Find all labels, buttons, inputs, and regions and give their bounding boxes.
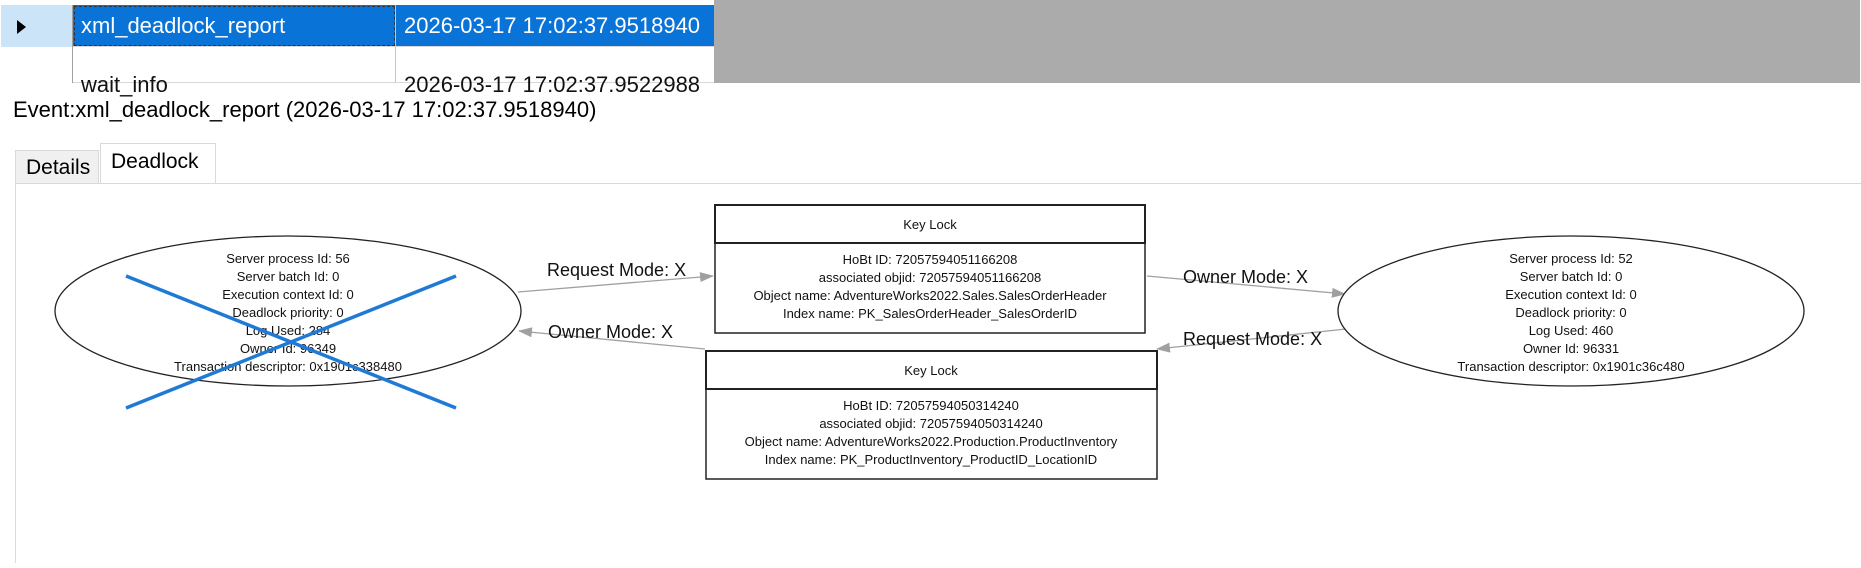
process-line: Deadlock priority: 0 — [1515, 305, 1627, 320]
process-line: Transaction descriptor: 0x1901c338480 — [174, 359, 402, 374]
tab-deadlock[interactable]: Deadlock — [100, 143, 216, 184]
resource-title: Key Lock — [903, 217, 957, 232]
resource-line: HoBt ID: 72057594051166208 — [842, 252, 1018, 267]
event-title: Event:xml_deadlock_report (2026-03-17 17:02:37.9518940) — [13, 97, 597, 122]
deadlock-graph-panel — [15, 183, 1861, 563]
process-line: Transaction descriptor: 0x1901c36c480 — [1457, 359, 1685, 374]
process-line: Execution context Id: 0 — [222, 287, 354, 302]
timestamp-cell[interactable]: 2026-03-17 17:02:37.9522988 — [396, 47, 714, 83]
table-row[interactable] — [0, 47, 714, 97]
resource-line: associated objid: 72057594050314240 — [819, 416, 1043, 431]
resource-line: HoBt ID: 72057594050314240 — [843, 398, 1019, 413]
table-row-selected[interactable] — [0, 5, 714, 47]
resource-line: Index name: PK_ProductInventory_ProductID_LocationID — [764, 452, 1098, 467]
deadlock-graph — [16, 184, 1861, 563]
process-line: Execution context Id: 0 — [1505, 287, 1637, 302]
event-name-cell[interactable]: wait_info — [73, 47, 396, 83]
resource-line: Object name: AdventureWorks2022.Production.ProductInventory — [744, 434, 1118, 449]
process-line: Server batch Id: 0 — [1519, 269, 1623, 284]
resource-node-key-lock[interactable] — [715, 205, 1145, 333]
events-grid-area — [0, 0, 1860, 97]
edge-label-owner-left: Owner Mode: X — [548, 322, 674, 342]
tab-strip — [0, 140, 1860, 184]
edge-label-owner-right: Owner Mode: X — [1183, 267, 1309, 287]
process-line: Owner Id: 96349 — [239, 341, 337, 356]
events-grid[interactable] — [0, 0, 714, 97]
process-line: Deadlock priority: 0 — [232, 305, 344, 320]
edge-label-request-right: Request Mode: X — [1183, 329, 1323, 349]
process-line: Server batch Id: 0 — [236, 269, 340, 284]
resource-line: associated objid: 72057594051166208 — [818, 270, 1042, 285]
resource-node-key-lock[interactable] — [706, 351, 1157, 479]
process-line: Log Used: 284 — [245, 323, 331, 338]
process-line: Server process Id: 56 — [226, 251, 350, 266]
edge-label-request-left: Request Mode: X — [547, 260, 687, 280]
process-line: Server process Id: 52 — [1509, 251, 1633, 266]
event-name-cell[interactable]: xml_deadlock_report — [73, 5, 396, 47]
tab-details[interactable]: Details — [15, 150, 99, 184]
process-line: Owner Id: 96331 — [1522, 341, 1620, 356]
timestamp-cell[interactable]: 2026-03-17 17:02:37.9518940 — [396, 5, 714, 47]
resource-line: Index name: PK_SalesOrderHeader_SalesOrderID — [782, 306, 1078, 321]
splitter-edge — [0, 255, 3, 345]
row-indicator[interactable] — [1, 47, 73, 83]
process-node[interactable] — [1338, 236, 1804, 386]
process-node-victim[interactable] — [55, 236, 521, 408]
process-line: Log Used: 460 — [1528, 323, 1614, 338]
row-indicator[interactable] — [1, 5, 73, 47]
resource-title: Key Lock — [904, 363, 958, 378]
resource-line: Object name: AdventureWorks2022.Sales.SalesOrderHeader — [753, 288, 1107, 303]
row-pointer-icon — [17, 20, 26, 34]
